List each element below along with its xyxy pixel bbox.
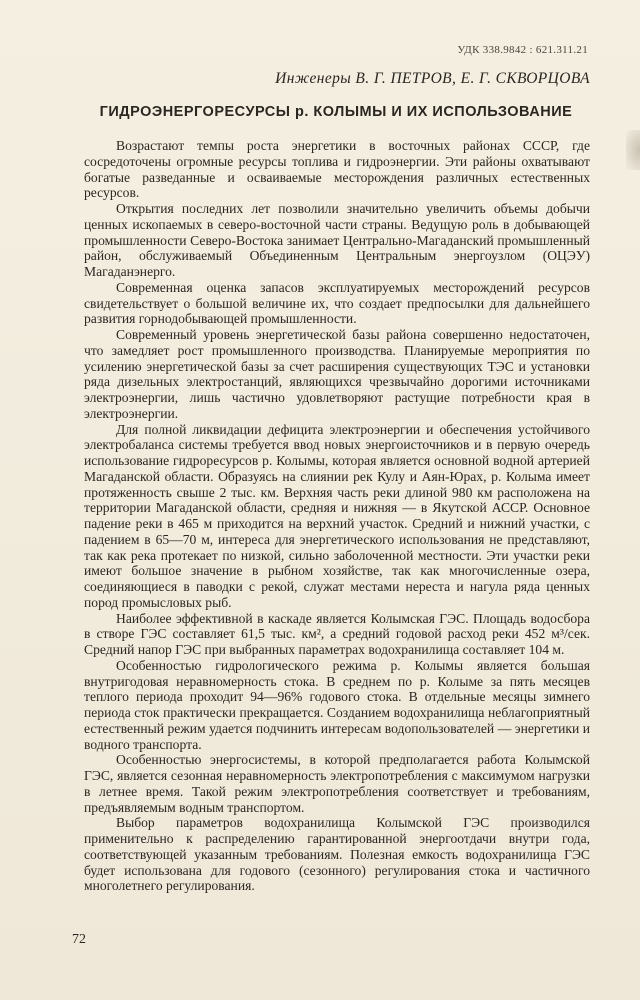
- paragraph-6: Наиболее эффективной в каскаде является Колымская ГЭС. Площадь водосбора в створе ГЭС составляет 61,5 тыс. км², а средний годовой расход реки 452 м³/сек. Средний напор ГЭС при выбранных параметрах водохранилища составляет 104 м.: [84, 610, 590, 657]
- paragraph-1: Возрастают темпы роста энергетики в восточных районах СССР, где сосредоточены огромные ресурсы топлива и гидроэнергии. Эти районы охватывают богатые разведанные и осваиваемые месторождения различных естественных ресурсов.: [84, 138, 590, 201]
- article-body: [84, 138, 590, 894]
- paragraph-5: Для полной ликвидации дефицита электроэнергии и обеспечения устойчивого электробаланса системы требуется ввод новых энергоисточников и в первую очередь использование гидроресурсов р. Колымы, которая является основной водной артерией Магаданской области. Образуясь на слиянии рек Кулу и Аян-Юрах, р. Колыма имеет протяженность свыше 2 тыс. км. Верхняя часть реки длиной 980 км расположена на территории Магаданской области, средняя и нижняя — в Якутской АССР. Основное падение реки в 465 м приходится на верхний участок. Средний и нижний участки, с падением в 65—70 м, интереса для энергетического использования не представляют, так как река протекает по низкой, сильно заболоченной местности. Эти участки реки имеют большое значение в рыбном хозяйстве, так как многочисленные озера, соединяющиеся в паводки с рекой, служат местами нереста и нагула ряда ценных пород промысловых рыб.: [84, 421, 590, 610]
- page-number: 72: [72, 932, 86, 947]
- article-authors: Инженеры В. Г. ПЕТРОВ, Е. Г. СКВОРЦОВА: [275, 70, 590, 87]
- paragraph-9: Выбор параметров водохранилища Колымской ГЭС производился применительно к распределению гарантированной энергоотдачи внутри года, соответствующей указанным требованиям. Полезная емкость водохранилища ГЭС будет использована для годового (сезонного) регулирования стока и частичного многолетнего регулирования.: [84, 815, 590, 894]
- page-edge-shadow: [626, 130, 640, 170]
- article-title: ГИДРОЭНЕРГОРЕСУРСЫ р. КОЛЫМЫ И ИХ ИСПОЛЬЗОВАНИЕ: [99, 104, 573, 120]
- paragraph-7: Особенностью гидрологического режима р. Колымы является большая внутригодовая неравномерность стока. В среднем по р. Колыме за пять месяцев теплого периода проходит 94—96% годового стока. В отдельные месяцы зимнего периода сток практически прекращается. Созданием водохранилища неблагоприятный естественный режим удается подчинить интересам водопользователей — энергетики и водного транспорта.: [84, 657, 590, 752]
- paragraph-4: Современный уровень энергетической базы района совершенно недостаточен, что замедляет рост промышленного производства. Планируемые мероприятия по усилению энергетической базы за счет расширения существующих ТЭС и установки ряда дизельных электростанций, являющихся чрезвычайно дорогими источниками электроэнергии, лишь частично удовлетворяют растущие потребности края в электроэнергии.: [84, 327, 590, 421]
- udk-code: УДК 338.9842 : 621.311.21: [457, 44, 588, 56]
- paragraph-2: Открытия последних лет позволили значительно увеличить объемы добычи ценных ископаемых в северо-восточной части страны. Ведущую роль в добывающей промышленности Северо-Востока занимает Центрально-Магаданский промышленный район, обслуживаемый Объединенным Центральным энергоузлом (ОЦЭУ) Магаданэнерго.: [84, 201, 590, 279]
- paragraph-3: Современная оценка запасов эксплуатируемых месторождений ресурсов свидетельствует о большой величине их, что создает предпосылки для дальнейшего развития горнодобывающей промышленности.: [84, 279, 590, 327]
- paragraph-8: Особенностью энергосистемы, в которой предполагается работа Колымской ГЭС, является сезонная неравномерность электропотребления с максимумом нагрузки в летнее время. Такой режим электропотребления соответствует и требованиям, предъявляемым водным транспортом.: [84, 752, 590, 815]
